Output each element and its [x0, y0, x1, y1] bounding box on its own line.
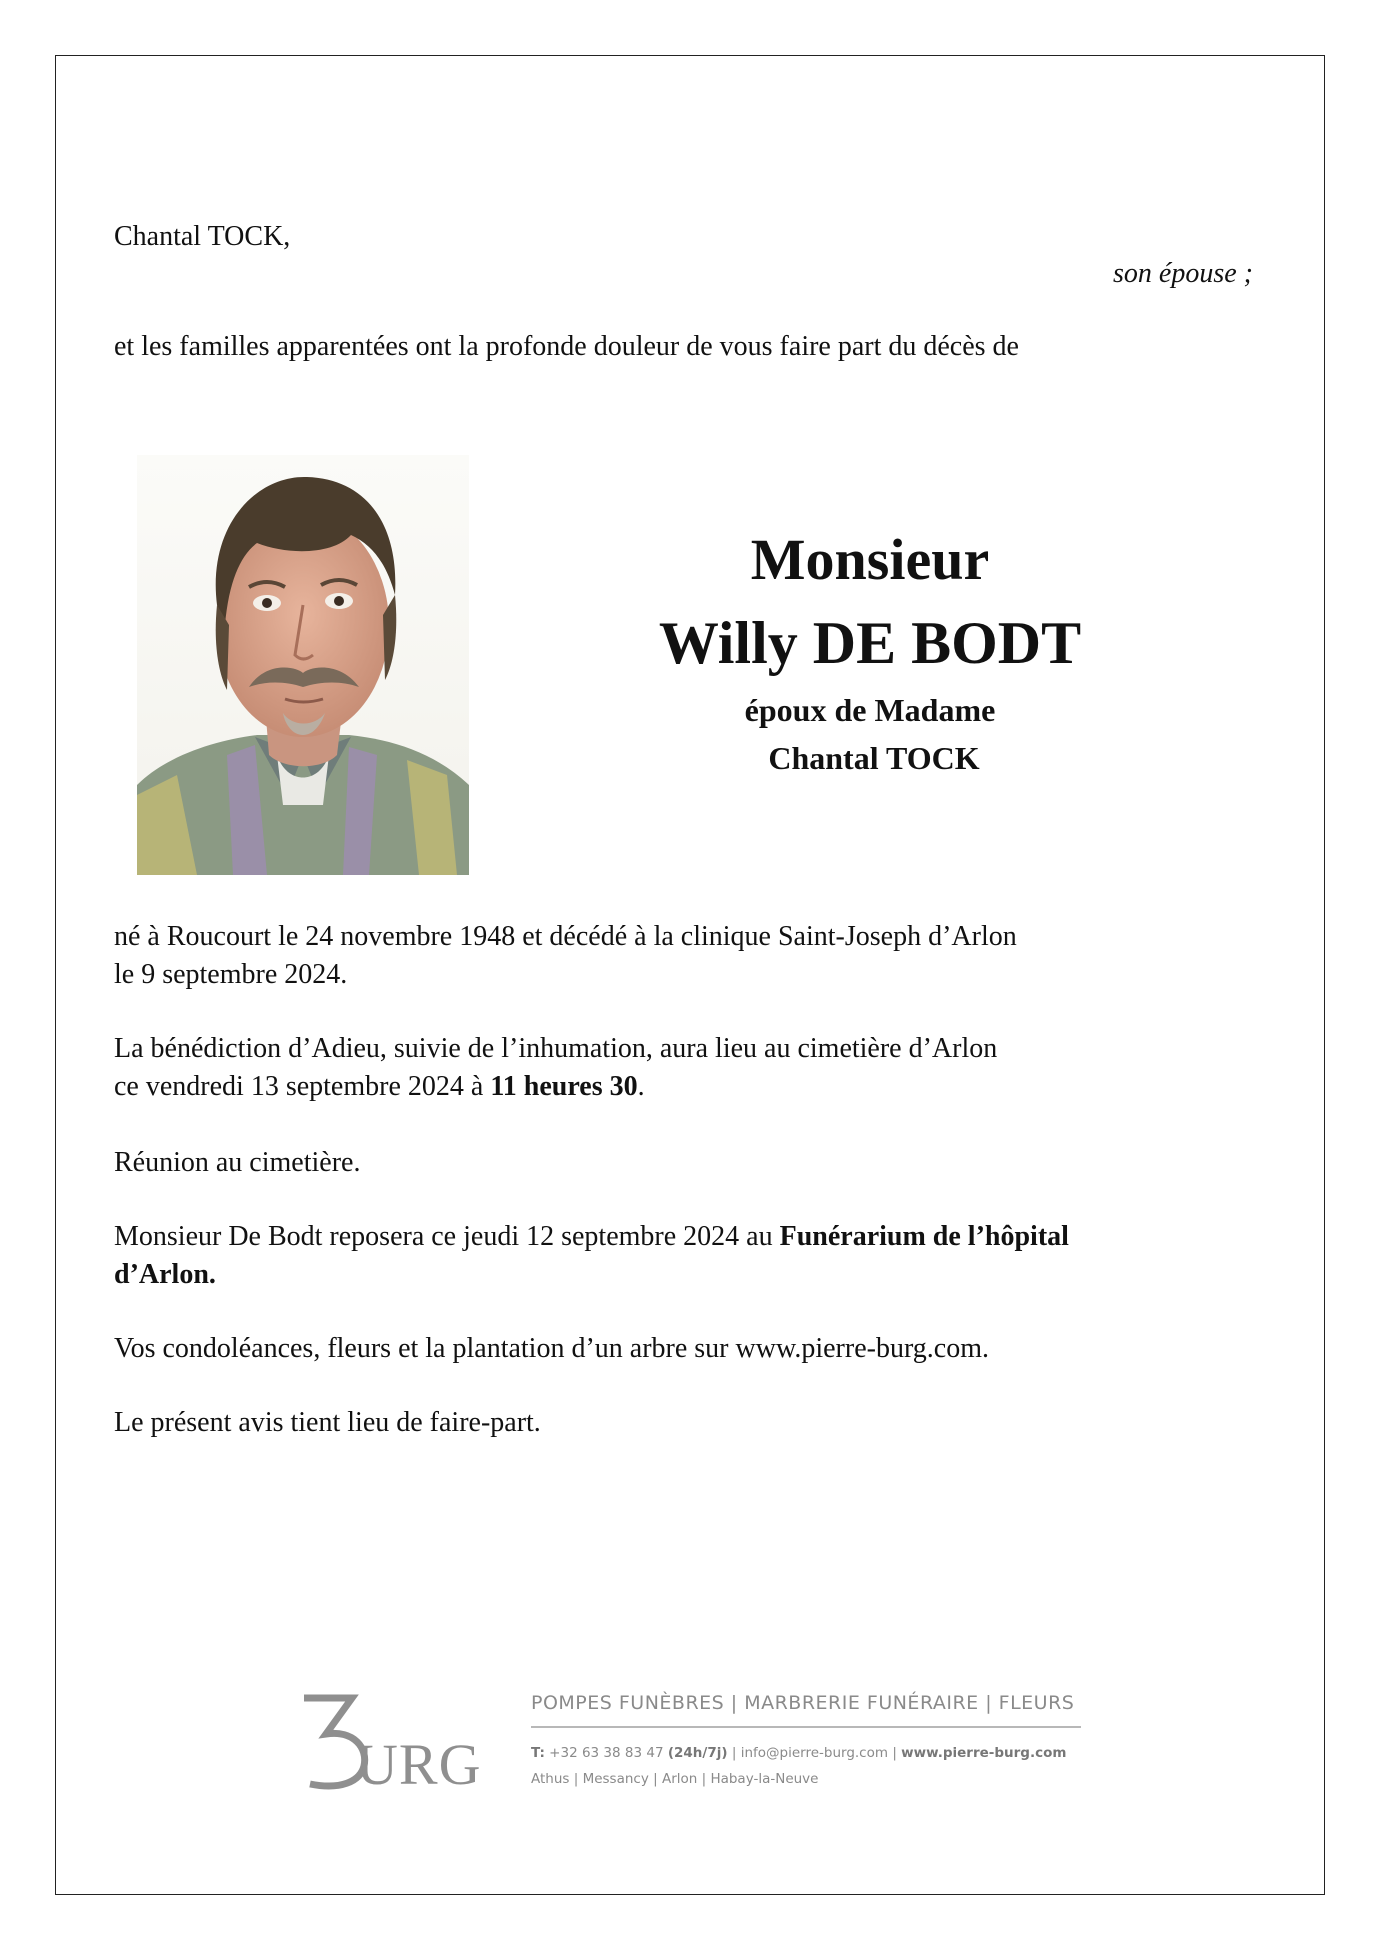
- spouse-line: Chantal TOCK,: [114, 221, 291, 252]
- logo-letters: URG: [356, 1732, 482, 1790]
- ceremony-paragraph: [114, 1030, 1224, 1106]
- ceremony-line-1: La bénédiction d’Adieu, suivie de l’inhumation, aura lieu au cimetière d’Arlon: [114, 1033, 998, 1064]
- footer-services: POMPES FUNÈBRES | MARBRERIE FUNÉRAIRE | FLEURS: [531, 1690, 1081, 1728]
- deceased-portrait-photo: [137, 455, 469, 875]
- separator: |: [731, 1745, 741, 1761]
- meeting-paragraph: Réunion au cimetière.: [114, 1147, 361, 1178]
- birth-death-line-2: le 9 septembre 2024.: [114, 959, 348, 990]
- burg-logo: [296, 1690, 486, 1790]
- spouse-role: son épouse ;: [1113, 258, 1253, 289]
- phone-label: T:: [531, 1745, 545, 1761]
- rest-prefix: Monsieur De Bodt reposera ce jeudi 12 septembre 2024 au: [114, 1221, 780, 1252]
- rest-paragraph: [114, 1218, 1224, 1294]
- birth-death-paragraph: [114, 918, 1224, 994]
- footer-contact-line: [531, 1743, 1081, 1763]
- deceased-title: Monsieur: [750, 527, 990, 592]
- ceremony-line-2-suffix: .: [637, 1071, 645, 1102]
- relation-text: époux de Madame: [744, 692, 996, 728]
- phone-hours: (24h/7j): [667, 1745, 728, 1761]
- burg-logo-mark: [296, 1690, 486, 1790]
- notice-paragraph: Le présent avis tient lieu de faire-part.: [114, 1407, 541, 1438]
- intro-text: et les familles apparentées ont la profonde douleur de vous faire part du décès de: [114, 331, 1019, 362]
- birth-death-line-1: né à Roucourt le 24 novembre 1948 et décédé à la clinique Saint-Joseph d’Arlon: [114, 921, 1017, 952]
- rest-place-line-2: d’Arlon.: [114, 1259, 216, 1290]
- company-footer: [531, 1690, 1081, 1789]
- deceased-name-block: [590, 520, 1150, 782]
- portrait-illustration: [137, 455, 469, 875]
- condolences-paragraph: Vos condoléances, fleurs et la plantation d’un arbre sur www.pierre-burg.com.: [114, 1333, 989, 1364]
- ceremony-time: 11 heures 30: [490, 1071, 638, 1102]
- spouse-name: Chantal TOCK: [768, 740, 980, 776]
- deceased-name: Willy DE BODT: [658, 610, 1082, 676]
- ceremony-line-2-prefix: ce vendredi 13 septembre 2024 à: [114, 1071, 491, 1102]
- email-link[interactable]: info@pierre-burg.com: [740, 1745, 889, 1761]
- website-link[interactable]: www.pierre-burg.com: [901, 1745, 1067, 1761]
- phone-number: +32 63 38 83 47: [549, 1745, 664, 1761]
- rest-place-line-1: Funérarium de l’hôpital: [779, 1221, 1069, 1252]
- footer-locations: Athus | Messancy | Arlon | Habay-la-Neuve: [531, 1771, 819, 1787]
- separator: |: [892, 1745, 902, 1761]
